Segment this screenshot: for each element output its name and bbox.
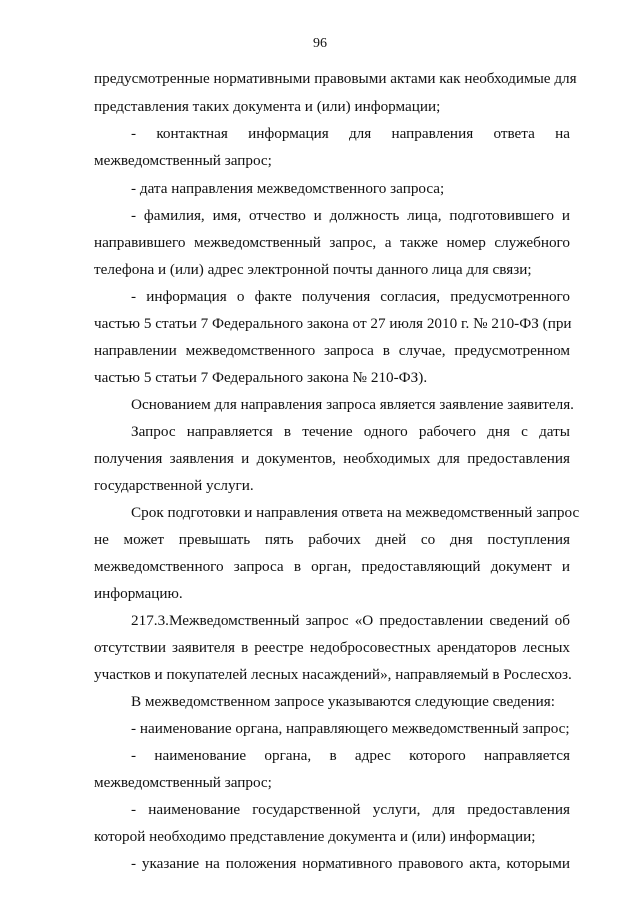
text-line: направлении межведомственного запроса в случае, предусмотренном xyxy=(94,342,570,359)
text-line: получения заявления и документов, необходимых для предоставления xyxy=(94,450,570,467)
text-line: информацию. xyxy=(94,585,183,602)
text-line: отсутствии заявителя в реестре недобросовестных арендаторов лесных xyxy=(94,639,570,656)
text-line: - информация о факте получения согласия, предусмотренного xyxy=(131,288,570,305)
text-line: предусмотренные нормативными правовыми актами как необходимые для xyxy=(94,70,577,87)
text-line: участков и покупателей лесных насаждений», направляемый в Рослесхоз. xyxy=(94,666,572,683)
text-line: частью 5 статьи 7 Федерального закона от 27 июля 2010 г. № 210-ФЗ (при xyxy=(94,315,572,332)
text-line: - наименование государственной услуги, для предоставления xyxy=(131,801,570,818)
text-line: Срок подготовки и направления ответа на межведомственный запрос xyxy=(131,504,580,521)
text-line: - контактная информация для направления ответа на xyxy=(131,125,570,142)
text-line: направившего межведомственный запрос, а также номер служебного xyxy=(94,234,570,251)
text-line: Основанием для направления запроса является заявление заявителя. xyxy=(131,396,574,413)
text-line: - фамилия, имя, отчество и должность лица, подготовившего и xyxy=(131,207,570,224)
text-line: межведомственный запрос; xyxy=(94,774,272,791)
text-line: - наименование органа, в адрес которого направляется xyxy=(131,747,570,764)
text-line: государственной услуги. xyxy=(94,477,254,494)
text-line: межведомственный запрос; xyxy=(94,152,272,169)
text-line: 217.3.Межведомственный запрос «О предоставлении сведений об xyxy=(131,612,570,629)
text-line: Запрос направляется в течение одного рабочего дня с даты xyxy=(131,423,570,440)
text-line: частью 5 статьи 7 Федерального закона № 210-ФЗ). xyxy=(94,369,428,386)
text-line: В межведомственном запросе указываются следующие сведения: xyxy=(131,693,555,710)
text-line: - дата направления межведомственного запроса; xyxy=(131,180,445,197)
text-line: - наименование органа, направляющего межведомственный запрос; xyxy=(131,720,570,737)
text-line: межведомственного запроса в орган, предоставляющий документ и xyxy=(94,558,570,575)
text-line: не может превышать пять рабочих дней со дня поступления xyxy=(94,531,570,548)
text-line: представления таких документа и (или) информации; xyxy=(94,98,441,115)
text-line: телефона и (или) адрес электронной почты данного лица для связи; xyxy=(94,261,532,278)
page-number: 96 xyxy=(313,36,327,51)
text-line: которой необходимо представление документа и (или) информации; xyxy=(94,828,536,845)
text-line: - указание на положения нормативного правового акта, которыми xyxy=(131,855,570,872)
